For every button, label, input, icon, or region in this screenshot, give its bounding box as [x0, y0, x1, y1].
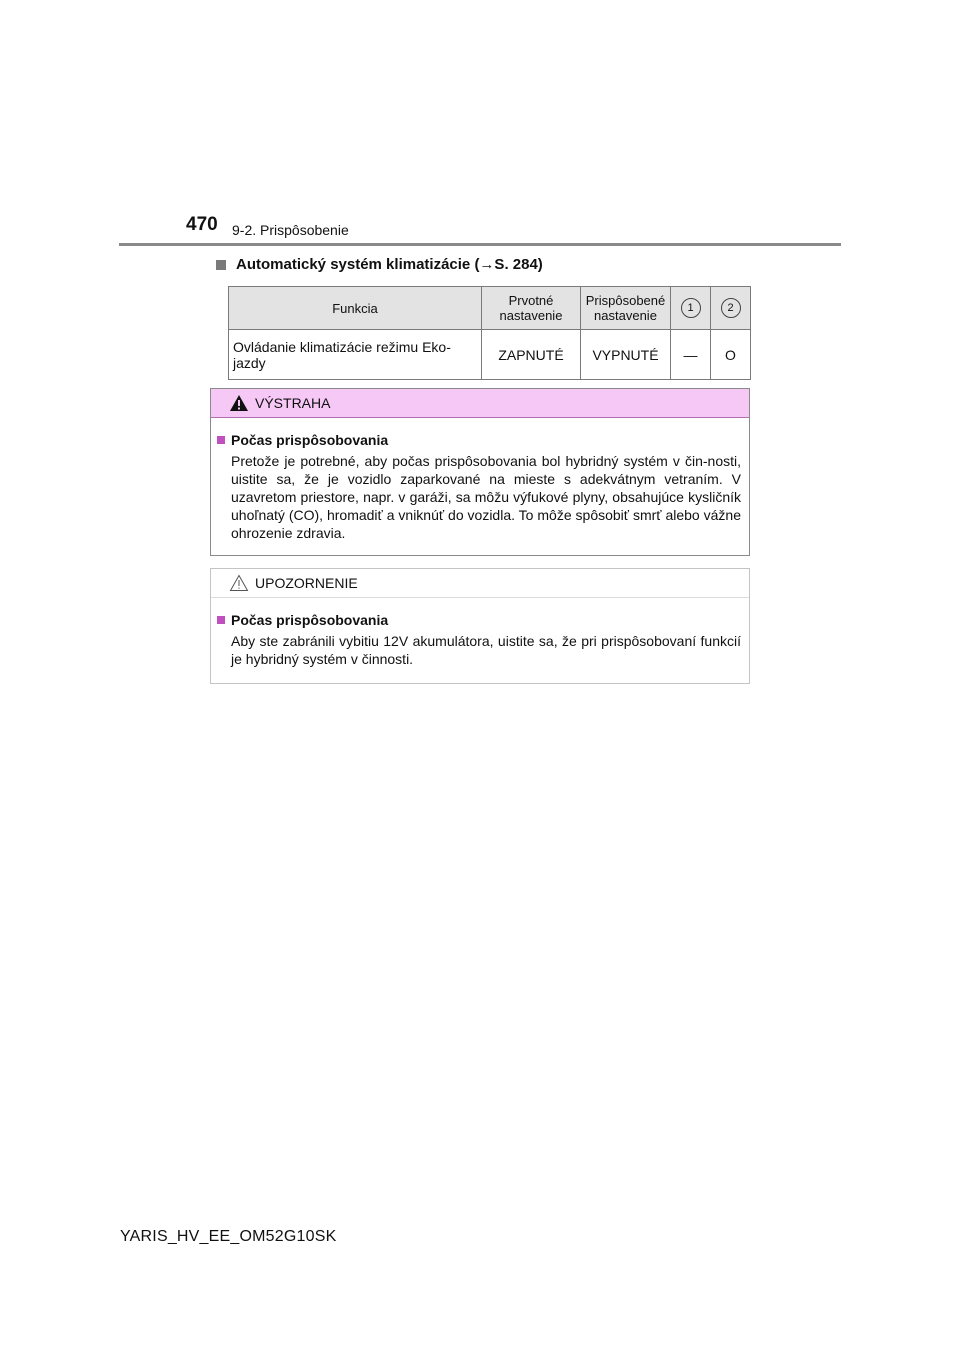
section-title: 9-2. Prispôsobenie	[232, 222, 349, 238]
column-header-method-2	[711, 287, 751, 330]
warning-label: VÝSTRAHA	[255, 395, 331, 411]
cell-function: Ovládanie klimatizácie režimu Eko-jazdy	[229, 330, 482, 380]
square-bullet-icon	[217, 436, 225, 444]
column-header-default: Prvotné nastavenie	[482, 287, 581, 330]
cell-customized: VYPNUTÉ	[581, 330, 671, 380]
section-heading	[216, 256, 543, 273]
circled-number-1-icon: 1	[681, 298, 701, 318]
header-divider	[119, 243, 841, 246]
cell-method-1: —	[671, 330, 711, 380]
warning-text: Pretože je potrebné, aby počas prispôsobovania bol hybridný systém v čin-nosti, uistite sa, že je vozidlo zaparkované na mieste s adekvátnym vetraním. V uzavretom priestore, napr. v garáži, sa môžu výfukové plyny, obsahujúce kysličník uhoľnatý (CO), hromadiť a vniknúť do vozidla. To môže spôsobiť smrť alebo vážne ohrozenie zdravia.	[231, 453, 741, 541]
settings-table	[228, 286, 751, 380]
page-number: 470	[186, 214, 218, 235]
document-code: YARIS_HV_EE_OM52G10SK	[120, 1228, 337, 1245]
warning-header	[211, 389, 749, 418]
caution-text: Aby ste zabránili vybitiu 12V akumulátora, uistite sa, že pri prispôsobovaní funkcií je hybridný systém v činnosti.	[231, 633, 741, 667]
warning-triangle-icon	[229, 394, 249, 412]
caution-label: UPOZORNENIE	[255, 575, 358, 591]
column-header-function: Funkcia	[229, 287, 482, 330]
square-bullet-icon	[217, 616, 225, 624]
column-header-customized: Prispôsobené nastavenie	[581, 287, 671, 330]
caution-header	[211, 569, 749, 598]
warning-subheading	[217, 432, 749, 448]
caution-box	[210, 568, 750, 684]
cell-method-2: O	[711, 330, 751, 380]
column-header-method-1	[671, 287, 711, 330]
table-header-row	[229, 287, 751, 330]
circled-number-2-icon: 2	[721, 298, 741, 318]
caution-subheading-text: Počas prispôsobovania	[231, 612, 389, 628]
caution-triangle-icon	[229, 574, 249, 592]
warning-box	[210, 388, 750, 556]
table-row	[229, 330, 751, 380]
warning-subheading-text: Počas prispôsobovania	[231, 432, 389, 448]
section-heading-text: Automatický systém klimatizácie (→S. 284)	[236, 256, 543, 273]
cell-default: ZAPNUTÉ	[482, 330, 581, 380]
square-bullet-icon	[216, 260, 226, 270]
caution-subheading	[217, 612, 749, 628]
